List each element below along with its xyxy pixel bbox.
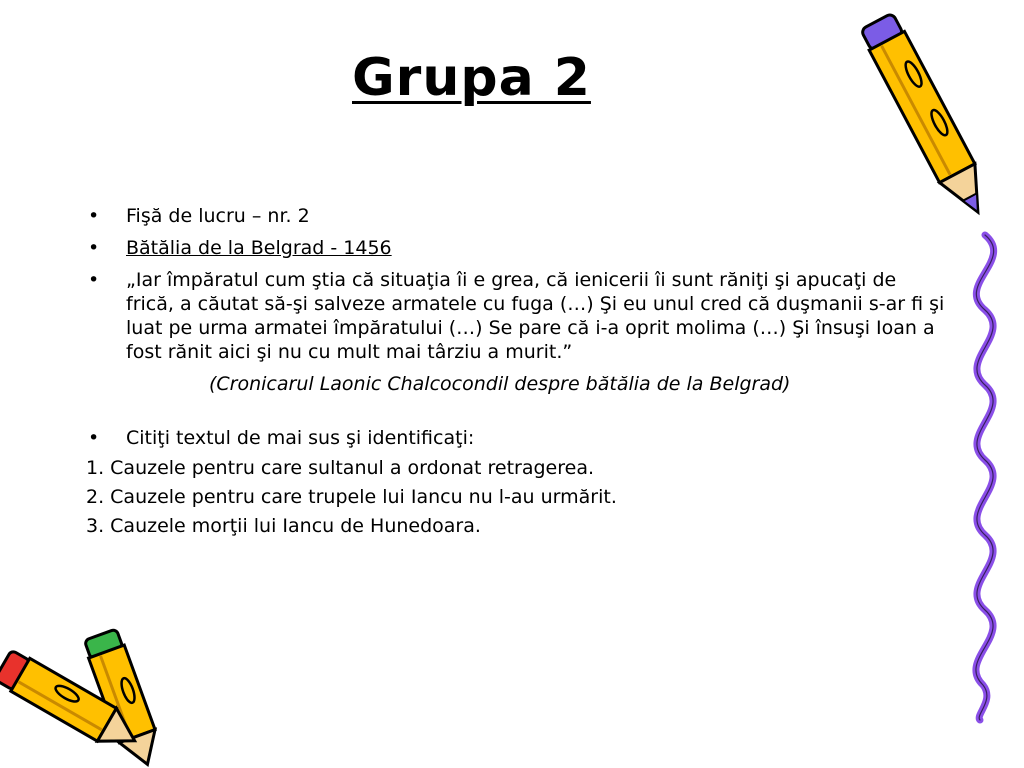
question-item: 2. Cauzele pentru care trupele lui Iancu nu l-au urmărit.	[86, 486, 617, 508]
bullet-item-quote	[86, 268, 946, 364]
pencil-icon	[0, 640, 150, 768]
slide-title: Grupa 2	[352, 48, 591, 108]
bullet-dot: •	[88, 269, 100, 291]
bullet-item-battle-title	[86, 236, 946, 260]
quote-source: (Cronicarul Laonic Chalcocondil despre bătălia de la Belgrad)	[209, 373, 791, 395]
pencil-icon	[860, 2, 1000, 242]
bullet-text: Citiţi textul de mai sus şi identificaţi:	[126, 427, 475, 449]
bullet-dot: •	[88, 205, 100, 227]
question-item: 3. Cauzele morţii lui Iancu de Hunedoara.	[86, 515, 481, 537]
bullet-text: Fişă de lucru – nr. 2	[126, 205, 310, 227]
bullet-dot: •	[88, 427, 100, 449]
question-item: 1. Cauzele pentru care sultanul a ordonat retragerea.	[86, 457, 594, 479]
squiggle-decoration	[955, 230, 1015, 725]
bullet-item-instruction	[86, 426, 946, 450]
bullet-item-worksheet	[86, 204, 946, 228]
bullet-dot: •	[88, 237, 100, 259]
slide-content	[86, 204, 946, 538]
quote-text: „Iar împăratul cum ştia că situaţia îi e grea, că ienicerii îi sunt răniţi şi apucaţi de frică, a căutat să-şi salveze armatele cu fuga (…) Şi eu unul cred că duşmanii s-ar fi şi luat pe urma armatei împăratului (…) Se pare că i-a oprit molima (…) Şi însuşi Ioan a fost rănit aici şi nu cu mult mai târziu a murit.”	[126, 269, 945, 363]
bullet-text: Bătălia de la Belgrad - 1456	[126, 237, 392, 259]
